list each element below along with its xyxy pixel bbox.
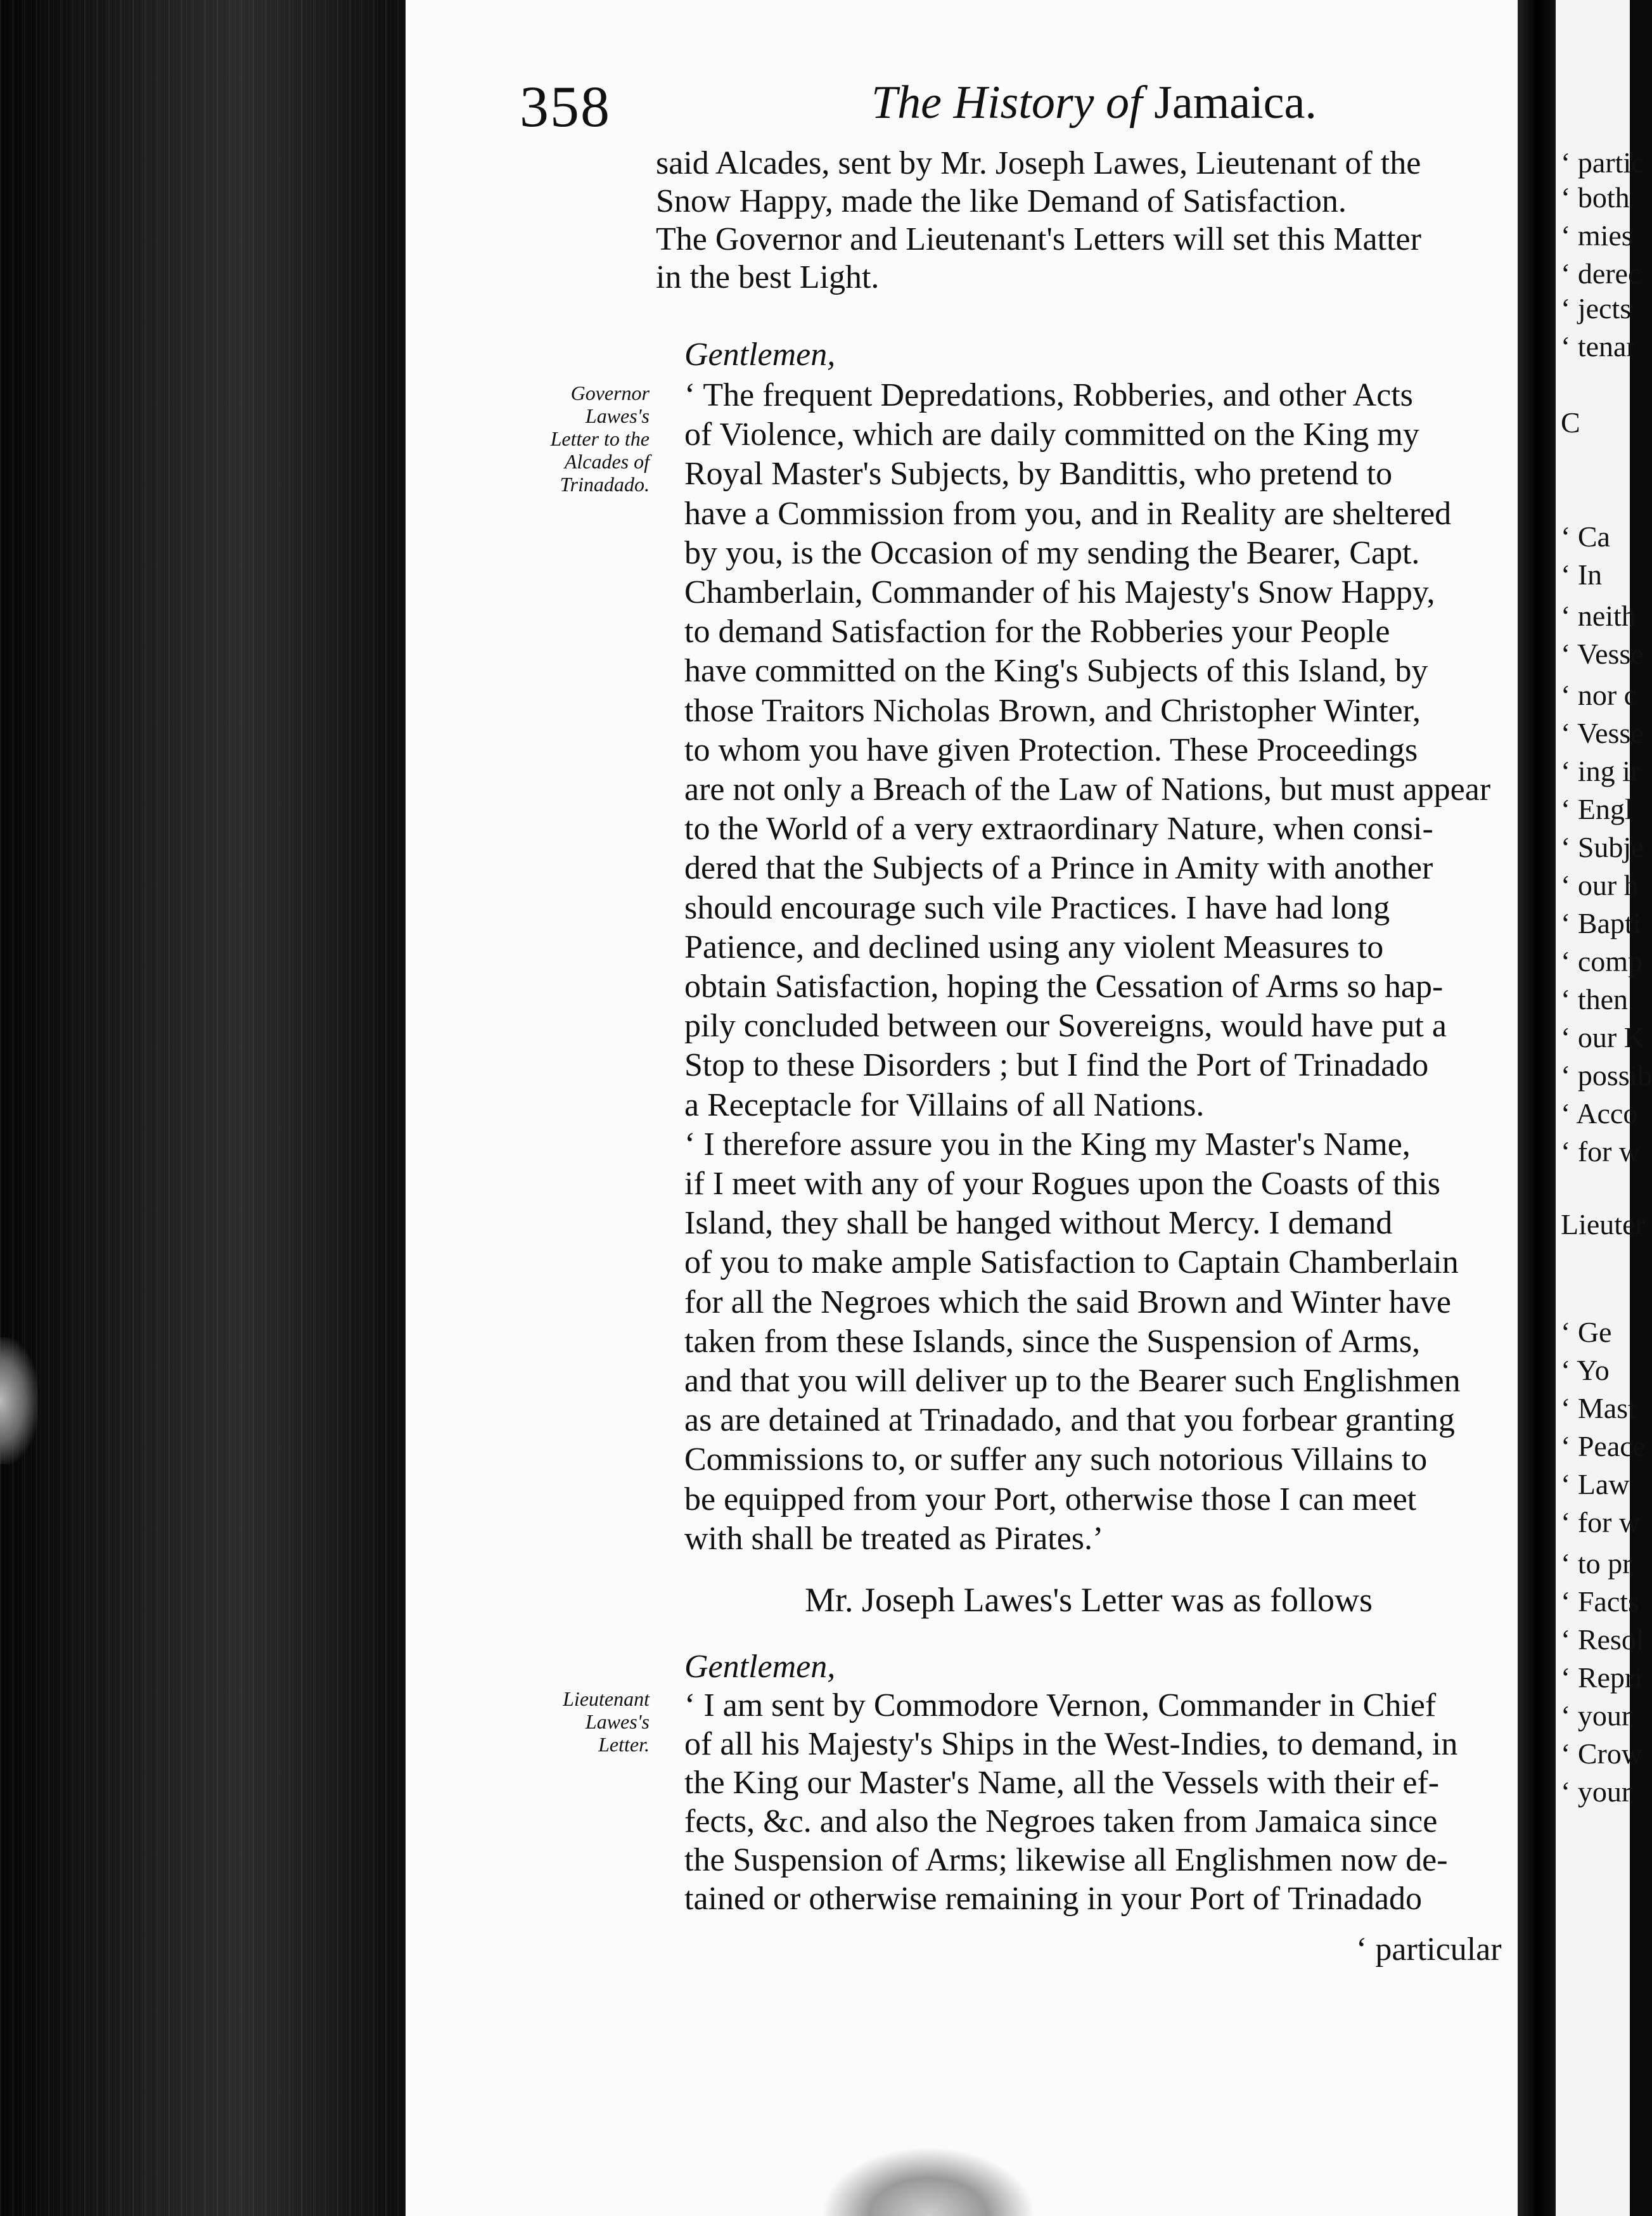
intro-line: Snow Happy, made the like Demand of Satisfaction. xyxy=(656,183,1347,219)
book-gutter xyxy=(1518,0,1556,2216)
letter2-salutation: Gentlemen, xyxy=(684,1649,836,1685)
letter1-line: and that you will deliver up to the Bearer such Englishmen xyxy=(684,1363,1461,1399)
facing-page-line: C xyxy=(1561,406,1580,439)
letter1-line: have a Commission from you, and in Reality are sheltered xyxy=(684,495,1452,532)
letter1-line: if I meet with any of your Rogues upon the Coasts of this xyxy=(684,1166,1440,1202)
facing-page-line: ‘ partic xyxy=(1561,146,1644,179)
letter1-line: of you to make ample Satisfaction to Captain Chamberlain xyxy=(684,1244,1459,1281)
facing-page-line: ‘ for w xyxy=(1561,1135,1641,1168)
facing-page-line: ‘ Ge xyxy=(1561,1316,1612,1348)
facing-page-line: ‘ derec xyxy=(1561,257,1641,290)
letter1-line: those Traitors Nicholas Brown, and Christopher Winter, xyxy=(684,692,1421,729)
intro-line: in the best Light. xyxy=(656,259,880,295)
letter1-line: have committed on the King's Subjects of this Island, by xyxy=(684,653,1428,690)
letter1-line: by you, is the Occasion of my sending the Bearer, Capt. xyxy=(684,534,1420,571)
letter2-margin-note: Lieutenant Lawes's Letter. xyxy=(563,1687,650,1756)
letter1-line: should encourage such vile Practices. I have had long xyxy=(684,889,1390,926)
facing-page-line: ‘ Subje xyxy=(1561,831,1644,863)
facing-page-line: ‘ your xyxy=(1561,1775,1632,1808)
scan-smudge xyxy=(824,2149,1033,2216)
transition-line: Mr. Joseph Lawes's Letter was as follows xyxy=(805,1581,1373,1619)
running-head-roman: Jamaica. xyxy=(1154,77,1317,129)
letter1-line: ‘ The frequent Depredations, Robberies, and other Acts xyxy=(684,377,1413,413)
facing-page-line: ‘ Vesse xyxy=(1561,717,1644,749)
facing-page-line: ‘ Bapti xyxy=(1561,907,1641,939)
letter2-line: the King our Master's Name, all the Vessels with their ef- xyxy=(684,1765,1440,1801)
facing-page-line: ‘ Resol xyxy=(1561,1623,1644,1656)
page-number: 358 xyxy=(520,74,611,139)
letter1-line: be equipped from your Port, otherwise those I can meet xyxy=(684,1481,1417,1517)
letter1-line: Chamberlain, Commander of his Majesty's Snow Happy, xyxy=(684,574,1435,610)
letter1-margin-note: Governor Lawes's Letter to the Alcades of Trinadado. xyxy=(550,382,650,496)
facing-page-line: ‘ both xyxy=(1561,181,1630,214)
running-head xyxy=(871,76,1317,130)
letter2-line: of all his Majesty's Ships in the West-Indies, to demand, in xyxy=(684,1726,1458,1762)
facing-page-line: ‘ Repri xyxy=(1561,1661,1643,1694)
facing-page-fragment xyxy=(1556,0,1652,2216)
catchword: ‘ particular xyxy=(1356,1931,1502,1968)
facing-page-line: ‘ our h xyxy=(1561,869,1639,901)
facing-page-line: ‘ then xyxy=(1561,983,1629,1015)
letter1-line: Patience, and declined using any violent Measures to xyxy=(684,929,1384,965)
facing-page-line: ‘ In xyxy=(1561,558,1603,591)
letter1-salutation: Gentlemen, xyxy=(684,337,836,373)
facing-page-line: ‘ mies xyxy=(1561,219,1633,252)
facing-page-line: ‘ possib xyxy=(1561,1059,1652,1092)
facing-page-line: ‘ for w xyxy=(1561,1506,1641,1538)
letter1-line: to the World of a very extraordinary Nature, when consi- xyxy=(684,811,1433,847)
scan-left-margin xyxy=(0,0,406,2216)
facing-page-line: ‘ Facts xyxy=(1561,1585,1639,1618)
running-head-italic: The History of xyxy=(871,77,1143,129)
facing-page-line: ‘ our K xyxy=(1561,1021,1645,1053)
facing-page-line: ‘ jects xyxy=(1561,292,1632,325)
letter1-line: Island, they shall be hanged without Mercy. I demand xyxy=(684,1205,1393,1242)
facing-page-line: ‘ nor c xyxy=(1561,679,1637,711)
letter1-line: to whom you have given Protection. These Proceedings xyxy=(684,731,1418,768)
facing-page-line: ‘ Ca xyxy=(1561,520,1610,553)
facing-page-line: ‘ comp xyxy=(1561,945,1643,977)
letter1-line: obtain Satisfaction, hoping the Cessation of Arms so hap- xyxy=(684,969,1444,1005)
facing-page-line: ‘ ing ir xyxy=(1561,755,1641,787)
letter1-line: dered that the Subjects of a Prince in Amity with another xyxy=(684,850,1433,887)
facing-page-line: ‘ Peace xyxy=(1561,1430,1646,1462)
scan-edge-blob xyxy=(0,1337,38,1464)
letter1-line: ‘ I therefore assure you in the King my Master's Name, xyxy=(684,1126,1411,1163)
facing-page-line: ‘ Yo xyxy=(1561,1354,1610,1386)
letter1-line: of Violence, which are daily committed on the King my xyxy=(684,416,1419,453)
facing-page-line: ‘ Law xyxy=(1561,1468,1630,1500)
letter1-line: Royal Master's Subjects, by Bandittis, who pretend to xyxy=(684,456,1393,493)
letter1-line: for all the Negroes which the said Brown and Winter have xyxy=(684,1284,1451,1320)
facing-page-line: ‘ Mast xyxy=(1561,1392,1636,1424)
letter2-line: tained or otherwise remaining in your Port of Trinadado xyxy=(684,1881,1423,1917)
letter1-line: taken from these Islands, since the Suspension of Arms, xyxy=(684,1323,1421,1360)
facing-page-line: ‘ Engl xyxy=(1561,793,1633,825)
facing-page-line: ‘ Crow xyxy=(1561,1737,1643,1770)
letter1-line: pily concluded between our Sovereigns, would have put a xyxy=(684,1008,1447,1045)
facing-page-line: ‘ neith xyxy=(1561,600,1636,632)
letter2-line: the Suspension of Arms; likewise all Englishmen now de- xyxy=(684,1842,1448,1878)
facing-page-line: ‘ Acco xyxy=(1561,1097,1638,1130)
intro-line: The Governor and Lieutenant's Letters will set this Matter xyxy=(656,221,1421,257)
letter1-line: as are detained at Trinadado, and that you forbear granting xyxy=(684,1402,1455,1439)
facing-page-line: ‘ tenar xyxy=(1561,330,1636,363)
letter1-line: Commissions to, or suffer any such notorious Villains to xyxy=(684,1441,1428,1478)
facing-page-line: ‘ Vesse xyxy=(1561,638,1644,670)
intro-line: said Alcades, sent by Mr. Joseph Lawes, Lieutenant of the xyxy=(656,145,1421,181)
facing-page-line: ‘ to pr xyxy=(1561,1547,1632,1580)
letter1-line: a Receptacle for Villains of all Nations. xyxy=(684,1086,1205,1123)
letter1-line: are not only a Breach of the Law of Nations, but must appear xyxy=(684,771,1491,808)
facing-page-line: Lieuter xyxy=(1561,1208,1645,1240)
letter1-line: to demand Satisfaction for the Robberies your People xyxy=(684,614,1390,650)
letter2-line: ‘ I am sent by Commodore Vernon, Commander in Chief xyxy=(684,1687,1437,1723)
facing-page-line: ‘ your xyxy=(1561,1699,1632,1732)
letter2-line: fects, &c. and also the Negroes taken from Jamaica since xyxy=(684,1803,1438,1839)
letter1-line: with shall be treated as Pirates.’ xyxy=(684,1520,1104,1557)
letter1-line: Stop to these Disorders ; but I find the Port of Trinadado xyxy=(684,1047,1429,1084)
